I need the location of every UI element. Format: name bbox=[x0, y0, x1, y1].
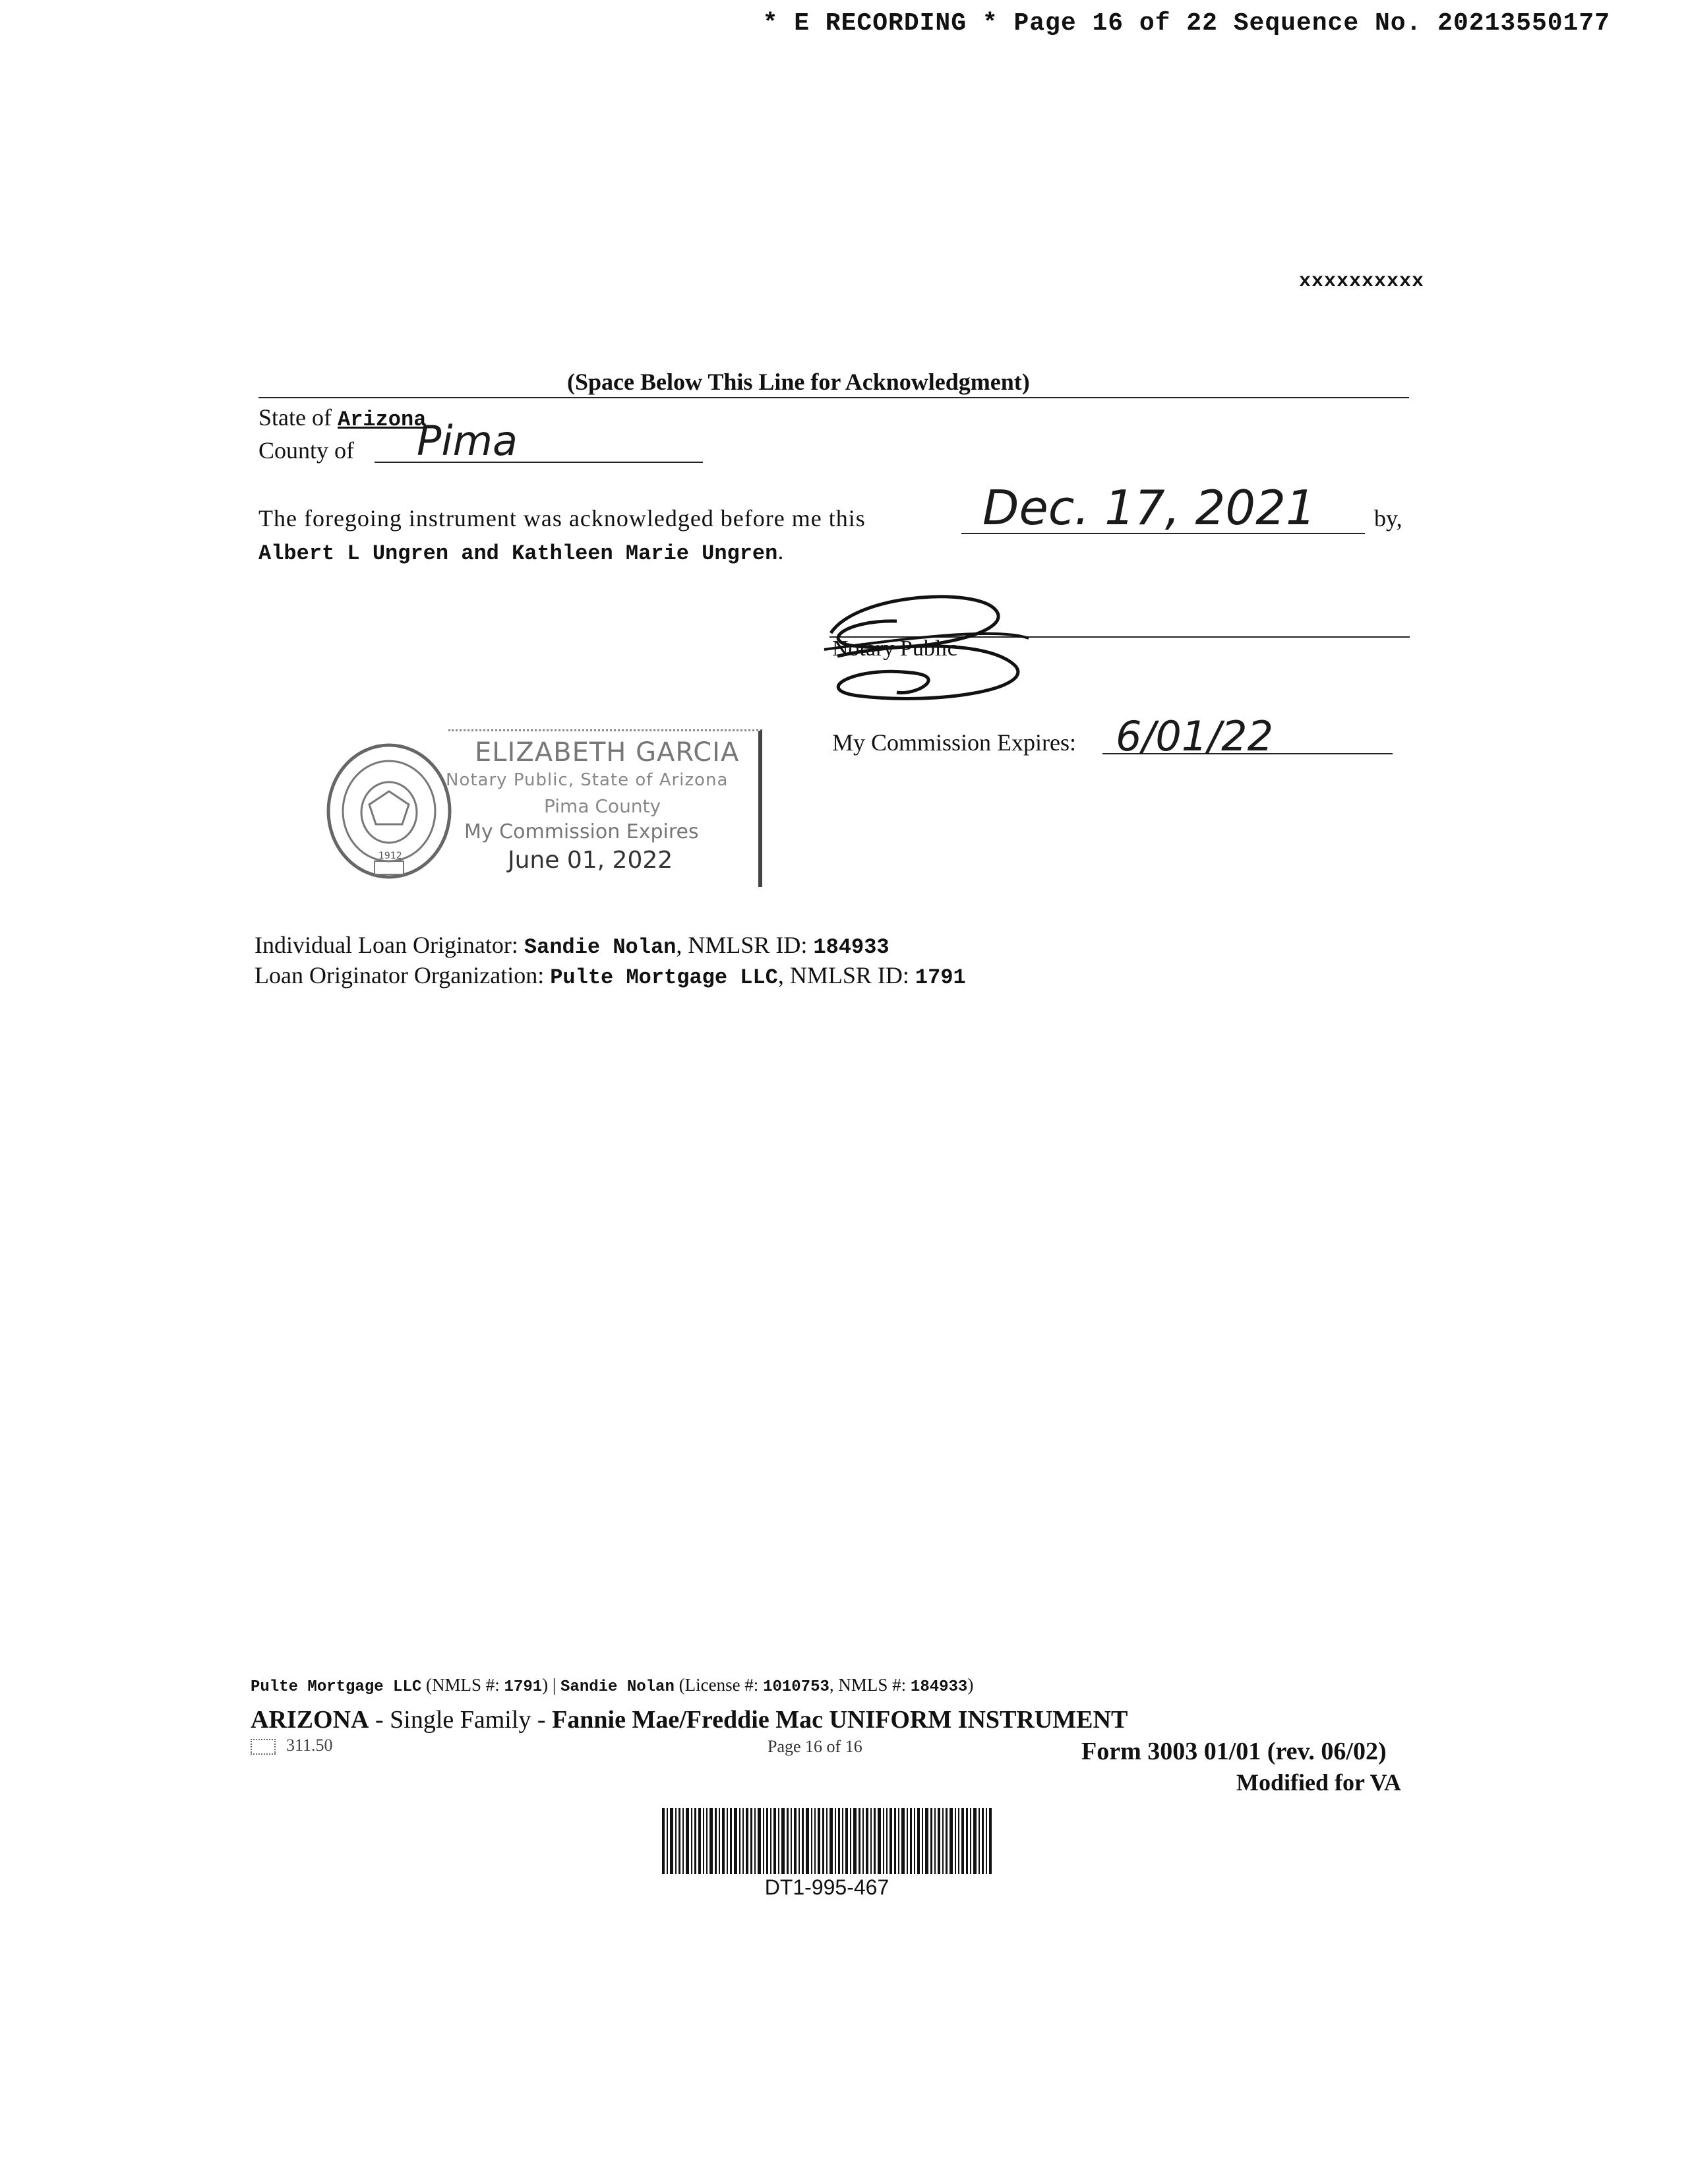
redaction-mark: xxxxxxxxxx bbox=[1298, 270, 1424, 293]
org-id: 1791 bbox=[915, 965, 966, 990]
foregoing-text: The foregoing instrument was acknowledged before me this bbox=[258, 505, 866, 531]
barcode-icon bbox=[662, 1808, 992, 1874]
footer-company-line bbox=[251, 1675, 973, 1696]
seal-year: 1912 bbox=[378, 851, 402, 861]
footer-fannie: Fannie Mae/Freddie Mac UNIFORM INSTRUMENT bbox=[552, 1706, 1128, 1734]
footer-instrument-line bbox=[251, 1705, 1128, 1734]
org-originator-name: Pulte Mortgage LLC bbox=[550, 965, 778, 990]
signers-period: . bbox=[777, 538, 784, 564]
state-seal-icon bbox=[323, 739, 455, 884]
commission-handwritten: 6/01/22 bbox=[1116, 712, 1274, 760]
commission-label: My Commission Expires: bbox=[832, 729, 1077, 756]
individual-originator-label: Individual Loan Originator: bbox=[255, 932, 518, 958]
state-label: State of bbox=[258, 404, 332, 431]
individual-id: 184933 bbox=[813, 935, 889, 959]
county-line bbox=[258, 437, 354, 464]
individual-id-label: , NMLSR ID: bbox=[676, 932, 808, 958]
acknowledgment-rule bbox=[258, 397, 1409, 398]
footer-company-nmls: 1791 bbox=[504, 1678, 543, 1696]
notary-seal-stamp bbox=[323, 725, 771, 890]
acknowledgment-heading: (Space Below This Line for Acknowledgment) bbox=[567, 369, 1030, 395]
footer-family: - Single Family - bbox=[369, 1706, 553, 1734]
footer-page-number: Page 16 of 16 bbox=[768, 1737, 862, 1756]
individual-originator-name: Sandie Nolan bbox=[524, 935, 677, 959]
seal-name: ELIZABETH GARCIA bbox=[475, 737, 740, 768]
footer-logo-icon bbox=[251, 1739, 276, 1755]
footer-company: Pulte Mortgage LLC bbox=[251, 1678, 422, 1696]
state-line bbox=[258, 404, 426, 432]
footer-modified: Modified for VA bbox=[1236, 1769, 1401, 1796]
footer-separator: ) | bbox=[542, 1675, 561, 1695]
footer-agent: Sandie Nolan bbox=[560, 1678, 675, 1696]
footer-agent-nmls-label: , NMLS #: bbox=[829, 1675, 911, 1695]
state-value: Arizona bbox=[337, 408, 427, 432]
date-handwritten: Dec. 17, 2021 bbox=[982, 480, 1316, 535]
seal-line2: Notary Public, State of Arizona bbox=[446, 770, 729, 790]
by-text: by, bbox=[1374, 505, 1402, 531]
recording-header: * E RECORDING * Page 16 of 22 Sequence No. 20213550177 bbox=[762, 9, 1610, 38]
signers-line bbox=[258, 537, 783, 566]
individual-originator-line bbox=[255, 931, 889, 959]
footer-agent-nmls: 184933 bbox=[910, 1678, 968, 1696]
barcode-text: DT1-995-467 bbox=[764, 1875, 889, 1899]
footer-state: ARIZONA bbox=[251, 1706, 369, 1734]
footer-code: 311.50 bbox=[286, 1736, 333, 1755]
notary-public-label: Notary Public bbox=[832, 636, 957, 661]
footer-close-paren: ) bbox=[967, 1675, 974, 1695]
org-id-label: , NMLSR ID: bbox=[777, 962, 909, 988]
seal-line4: My Commission Expires bbox=[464, 820, 699, 843]
signers: Albert L Ungren and Kathleen Marie Ungren bbox=[258, 541, 778, 566]
org-originator-label: Loan Originator Organization: bbox=[255, 962, 545, 988]
footer-license: 1010753 bbox=[763, 1678, 829, 1696]
seal-line5: June 01, 2022 bbox=[508, 847, 673, 874]
footer-company-nmls-label: (NMLS #: bbox=[426, 1675, 504, 1695]
county-label: County of bbox=[258, 437, 355, 464]
footer-form-number: Form 3003 01/01 (rev. 06/02) bbox=[1081, 1738, 1387, 1765]
footer-code-line bbox=[251, 1736, 333, 1755]
county-handwritten: Pima bbox=[417, 417, 518, 465]
org-originator-line bbox=[255, 961, 966, 990]
seal-line3: Pima County bbox=[544, 795, 661, 817]
footer-license-label: (License #: bbox=[674, 1675, 764, 1695]
